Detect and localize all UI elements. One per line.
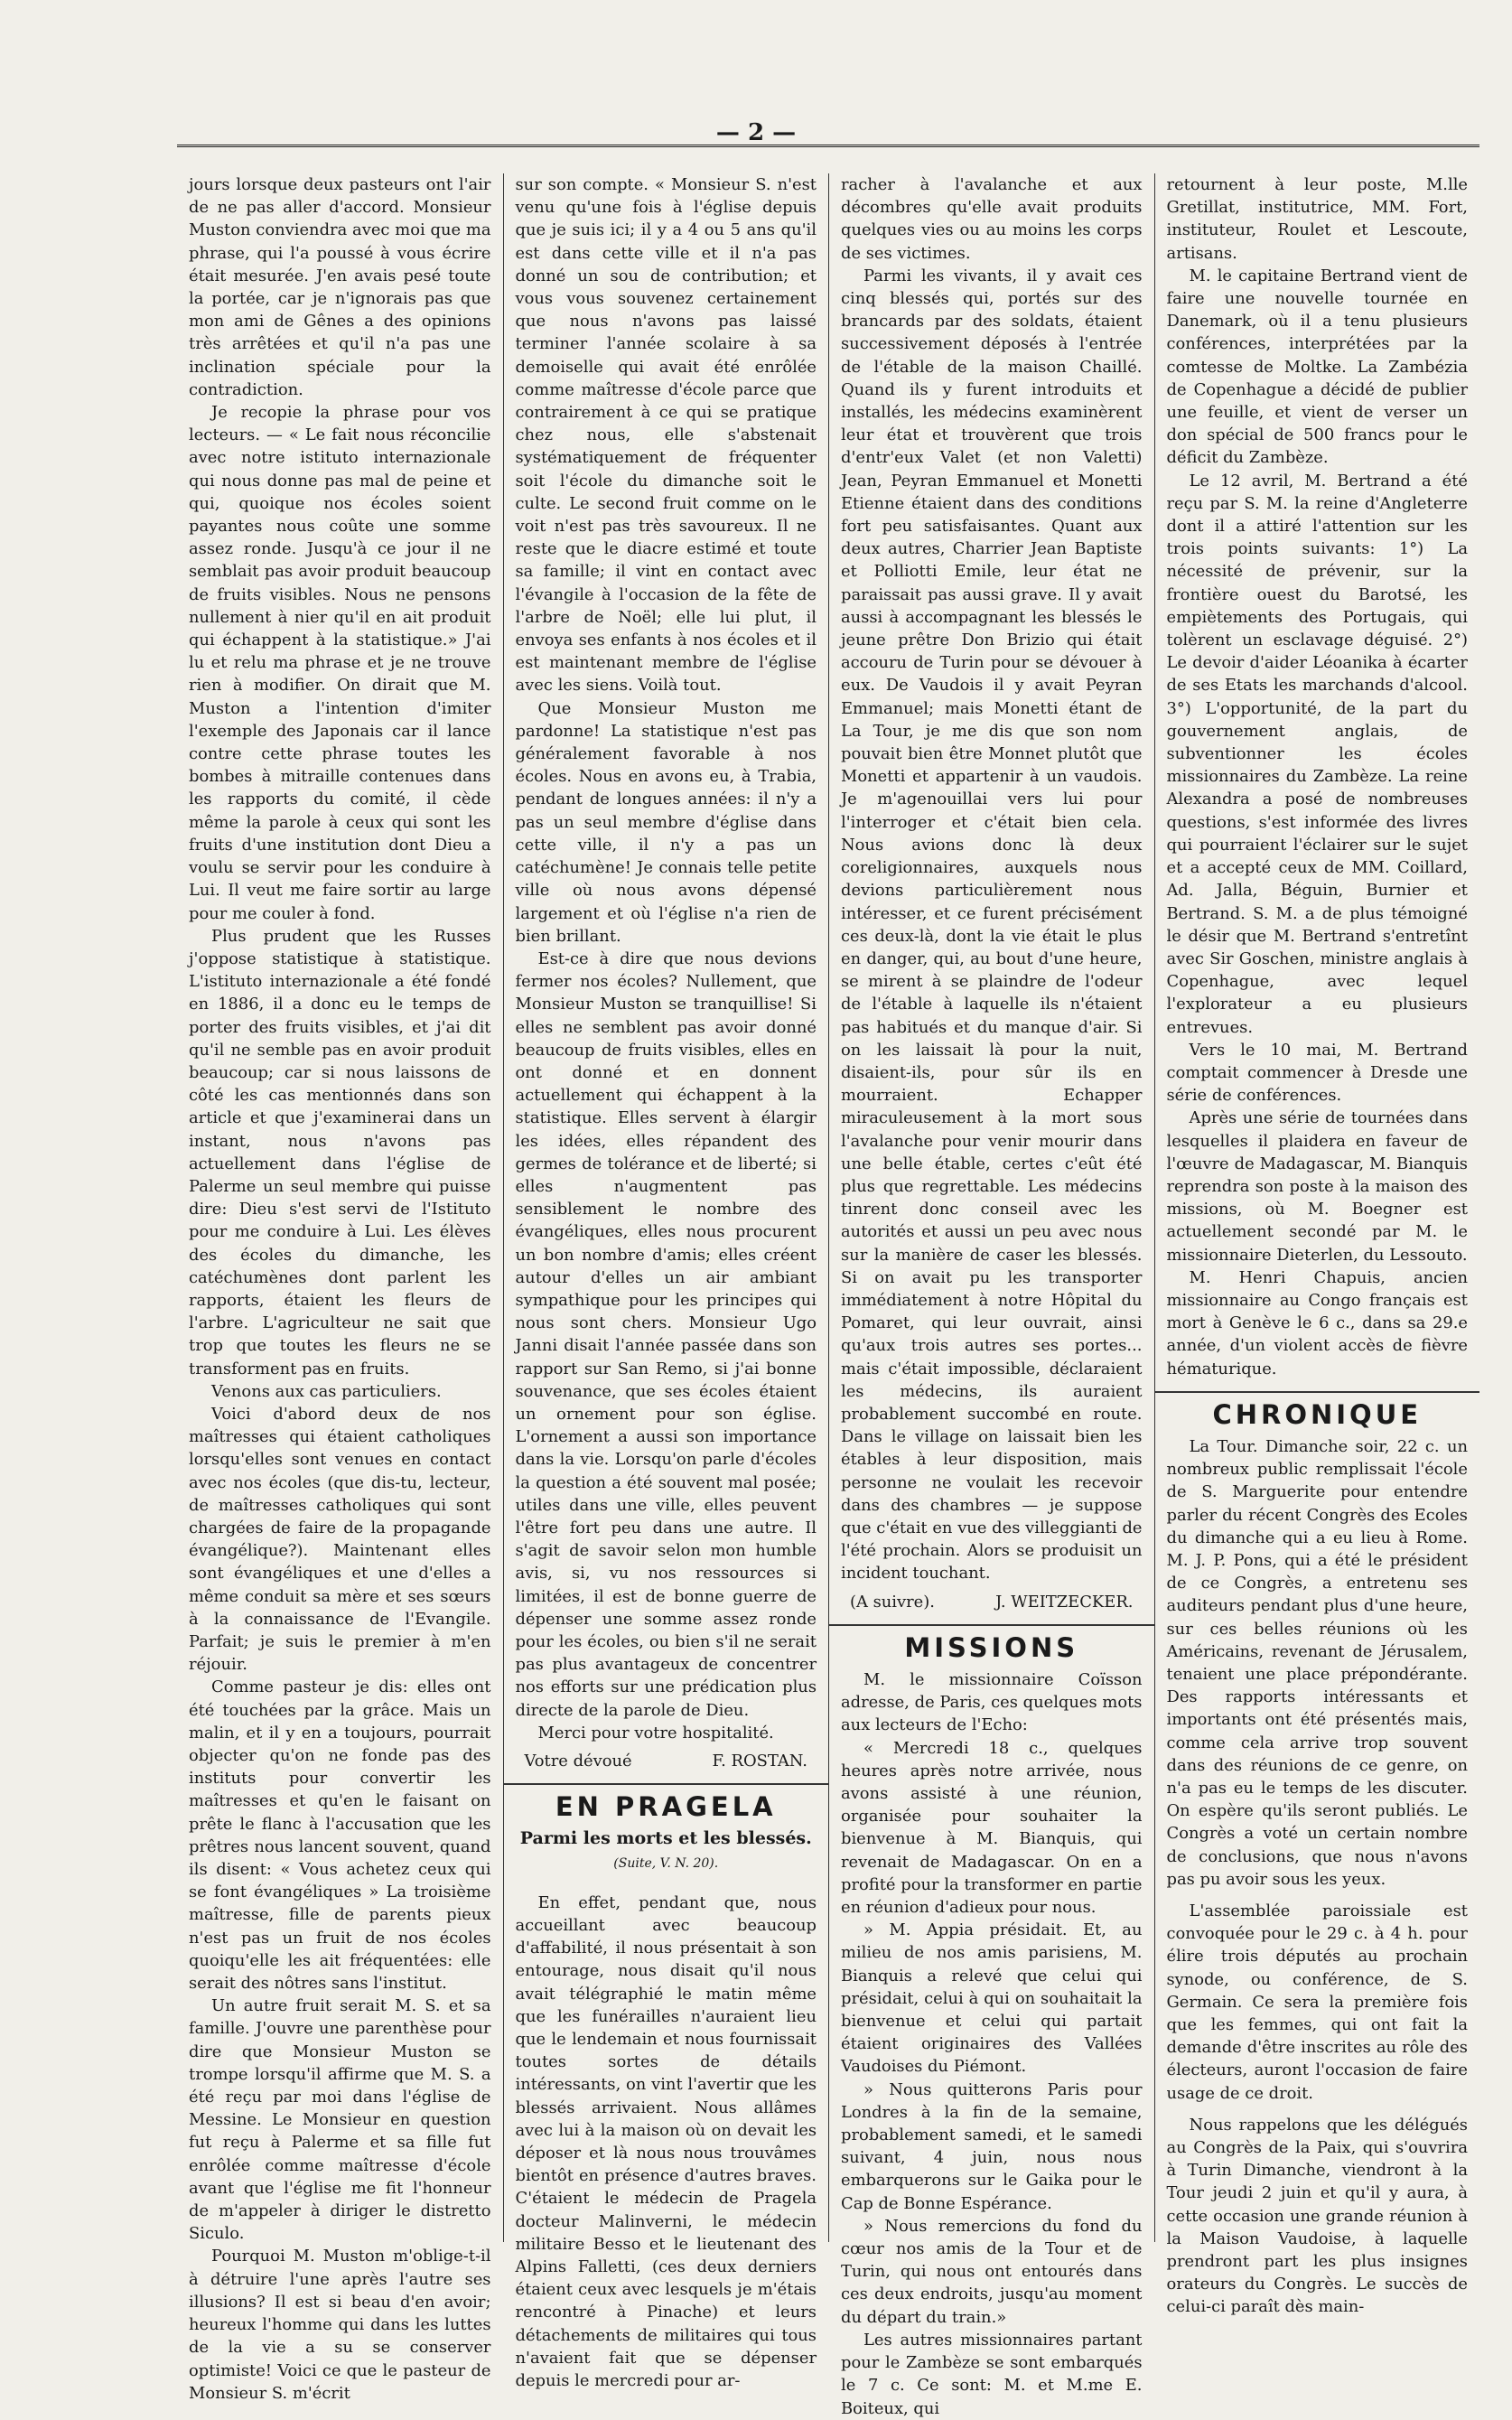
header-rule — [177, 145, 1479, 147]
paragraph: Parmi les vivants, il y avait ces cinq blessés qui, portés sur des brancards par des soldats, étaient successivement déposés à l'entrée de l'étable de la maison Chaillé. Quand ils y furent introduits et installés, les médecins examinèrent leur état et trouvèrent que trois d'entr'eux Valet (et non Valetti) Jean, Peyran Emmanuel et Monetti Etienne étaient dans des conditions fort peu satisfaisantes. Quant aux deux autres, Charrier Jean Baptiste et Polliotti Emile, leur état ne paraissait pas aussi grave. Il y avait aussi à accompagnant les blessés le jeune prêtre Don Brizio qui était accouru de Turin pour se dévouer à eux. De Vaudois il y avait Peyran Emmanuel; mais Monetti étant de La Tour, je me dis que son nom pouvait bien être Monnet plutôt que Monetti et appartenir à un vaudois. Je m'agenouillai vers lui pour l'interroger et c'était bien cela. Nous avions donc là deux coreligionnaires, auxquels nous devions particulièrement nous intéresser, et ce furent précisément ces deux-là, dont la vie était le plus en danger, qui, au bout d'une heure, se mirent à se plaindre de l'odeur de l'étable à laquelle ils n'étaient pas habitués et du manque d'air. Si on les laissait là pour la nuit, disaient-ils, pour sûr ils en mourraient. Echapper miraculeusement à la mort sous l'avalanche pour venir mourir dans une belle étable, certes c'eût été plus que regrettable. Les médecins tinrent donc conseil avec les autorités et aussi un peu avec nous sur la manière de caser les blessés. Si on avait pu les transporter immédiatement à notre Hôpital du Pomaret, qui leur ouvrait, ainsi qu'aux trois autres ses portes... mais c'était impossible, déclaraient les médecins, ils auraient probablement succombé en route. Dans le village on laissait bien les étables à leur disposition, mais personne ne voulait les recevoir dans des chambres — je suppose que c'était en vue des villeggianti de l'été prochain. Alors se produisit un incident touchant. — [841, 266, 1143, 1584]
signature-author: F. ROSTAN. — [712, 1752, 807, 1771]
signature-rostan — [516, 1750, 817, 1772]
section-title-pragela: EN PRAGELA — [555, 1791, 777, 1823]
paragraph: » Nous remercions du fond du cœur nos amis de la Tour et de Turin, qui nous ont entourés dans ces deux endroits, jusqu'au moment du départ du train.» — [841, 2216, 1143, 2327]
page-number: — 2 — — [715, 119, 797, 146]
paragraph: Venons aux cas particuliers. — [211, 1381, 442, 1401]
paragraph: Voici d'abord deux de nos maîtresses qui étaient catholiques lorsqu'elles sont venues en contact avec nos écoles (que dis-tu, lecteur, de maîtresses catholiques qui sont chargées de faire de la propagande évangélique?). Maintenant elles sont évangéliques et une d'elles a même conduit sa mère et ses sœurs à la connaissance de l'Evangile. Parfait; je suis le premier à m'en réjouir. — [189, 1404, 491, 1675]
paragraph: » Nous quitterons Paris pour Londres à la fin de la semaine, probablement samedi, et le samedi suivant, 4 juin, nous nous embarquerons sur le Gaika pour le Cap de Bonne Espérance. — [841, 2079, 1143, 2213]
paragraph: racher à l'avalanche et aux décombres qu'elle avait produits quelques vies ou au moins les corps de ses victimes. — [841, 175, 1143, 263]
paragraph: M. Henri Chapuis, ancien missionnaire au Congo français est mort à Genève le 6 c., dans sa 29.e année, d'un violent accès de fièvre hématurique. — [1166, 1267, 1468, 1378]
paragraph: Un autre fruit serait M. S. et sa famille. J'ouvre une parenthèse pour dire que Monsieur Muston se trompe lorsqu'il affirme que M. S. a été reçu par moi dans l'église de Messine. Le Monsieur en question fut reçu à Palerme et sa fille fut enrôlée comme maîtresse d'école avant que l'église me fit l'honneur de m'appeler à diriger le distretto Siculo. — [189, 1996, 491, 2244]
section-divider — [1155, 1391, 1480, 1393]
paragraph: La Tour. Dimanche soir, 22 c. un nombreux public remplissait l'école de S. Marguerite pour entendre parler du récent Congrès des Ecoles du dimanche qui a eu lieu à Rome. M. J. P. Pons, qui a été le président de ce Congrès, a entretenu ses auditeurs pendant plus d'une heure, sur ces belles réunions où les Américains, revenant de Jérusalem, tenaient une place prépondérante. Des rapports intéressants et importants ont été présentés mais, comme cela arrive trop souvent dans des réunions de ce genre, on n'a pas eu le temps de les discuter. On espère qu'ils seront publiés. Le Congrès a voté un certain nombre de conclusions, que nous n'avons pas pu avoir sous les yeux. — [1166, 1436, 1468, 1889]
paragraph: Que Monsieur Muston me pardonne! La statistique n'est pas généralement favorable à nos écoles. Nous en avons eu, à Trabia, pendant de longues années: il n'y a pas un seul membre d'église dans cette ville, il n'y a pas un catéchumène! Je connais telle petite ville où nous avons dépensé largement et où l'église n'a rien de bien brillant. — [515, 698, 817, 946]
column-4 — [1154, 173, 1480, 2317]
section-title-missions: MISSIONS — [904, 1631, 1079, 1663]
paragraph: En effet, pendant que, nous accueillant avec beaucoup d'affabilité, il nous présentait à son entourage, nous disait qu'il nous avait télégraphié le matin même que les funérailles n'auraient lieu que le lendemain et nous fournissait toutes sortes de détails intéressants, on vint l'avertir que les blessés arrivaient. Nous allâmes avec lui à la maison où on devait les déposer et là nous nous trouvâmes bientôt en présence d'autres braves. C'étaient le médecin de Pragela docteur Malinverni, le médecin militaire Besso et le lieutenant des Alpins Falletti, (ces deux derniers étaient ceux avec lesquels je m'étais rencontré à Pinache) et leurs détachements de militaires qui tous n'avaient fait que se dépenser depuis le mercredi pour ar- — [515, 1892, 817, 2391]
continuation-note: (A suivre). — [850, 1592, 935, 1612]
paragraph: Les autres missionnaires partant pour le Zambèze se sont embarqués le 7 c. Ce sont: M. et M.me E. Boiteux, qui — [841, 2330, 1143, 2418]
paragraph: M. le missionnaire Coïsson adresse, de Paris, ces quelques mots aux lecteurs de l'Echo: — [841, 1670, 1143, 1735]
paragraph: Le 12 avril, M. Bertrand a été reçu par S. M. la reine d'Angleterre dont il a attiré l'attention sur les trois points suivants: 1°) La nécessité de prévenir, sur la frontière ouest du Barotsé, les empiètements des Portugais, qui tolèrent un esclavage déguisé. 2°) Le devoir d'aider Léoanika à écarter de ses Etats les marchands d'alcool. 3°) L'opportunité, de la part du gouvernement anglais, de subventionner les écoles missionnaires du Zambèze. La reine Alexandra a posé de nombreuses questions, s'est informée des livres qui pourraient l'éclairer sur le sujet et a accepté ceux de MM. Coillard, Ad. Jalla, Béguin, Burnier et Bertrand. S. M. a de plus témoigné le désir que M. Bertrand s'entretînt avec Sir Goschen, ministre anglais à Copenhague, avec lequel l'explorateur a eu plusieurs entrevues. — [1166, 471, 1468, 1037]
paragraph: retournent à leur poste, M.lle Gretillat, institutrice, MM. Fort, instituteur, Roulet et Lescoute, artisans. — [1166, 175, 1468, 263]
paragraph: M. le capitaine Bertrand vient de faire une nouvelle tournée en Danemark, où il a tenu plusieurs conférences, interprétées par la comtesse de Moltke. La Zambézia de Copenhague a décidé de publier une feuille, et vient de verser un don spécial de 500 francs pour le déficit du Zambèze. — [1166, 266, 1468, 468]
paragraph: Comme pasteur je dis: elles ont été touchées par la grâce. Mais un malin, et il y en a toujours, pourrait objecter qu'on ne fonde pas des instituts pour convertir les maîtresses et qu'en le faisant on prête le flanc à l'accusation que les prêtres nous lancent souvent, quand ils disent: « Vous achetez ceux qui se font évangéliques » La troisième maîtresse, fille de parents pieux n'est pas un fruit de nos écoles quoiqu'elle les ait fréquentées: elle serait des nôtres sans l'institut. — [189, 1677, 491, 1994]
section-divider — [504, 1783, 829, 1785]
paragraph: sur son compte. « Monsieur S. n'est venu qu'une fois à l'église depuis que je suis ici; il y a 4 ou 5 ans qu'il est dans cette ville et il n'a pas donné un sou de contribution; et vous vous souvenez certainement que nous n'avons pas laissé terminer l'année scolaire à sa demoiselle qui avait été enrôlée comme maîtresse d'école parce que contrairement à ce qui se pratique chez nous, elle s'abstenait systématiquement de fréquenter soit l'école du dimanche soit le culte. Le second fruit comme on le voit n'est pas très savoureux. Il ne reste que le diacre estimé et toute sa famille; il vint en contact avec l'évangile à l'occasion de la fête de l'arbre de Noël; elle lui plut, il envoya ses enfants à nos écoles et il est maintenant membre de l'église avec les siens. Voilà tout. — [515, 175, 817, 696]
paragraph: jours lorsque deux pasteurs ont l'air de ne pas aller d'accord. Monsieur Muston conviendra avec moi que ma phrase, qui l'a poussé à vous écrire était mesurée. J'en avais pesé toute la portée, car je n'ignorais pas que mon ami de Gênes a des opinions très arrêtées et qu'il n'a pas une inclination spéciale pour la contradiction. — [189, 175, 491, 399]
paragraph: Merci pour votre hospitalité. — [537, 1723, 774, 1743]
column-3 — [828, 173, 1154, 2418]
paragraph: Plus prudent que les Russes j'oppose statistique à statistique. L'istituto internazionale a été fondé en 1886, il a donc eu le temps de porter des fruits visibles, et j'ai dit qu'il ne semble pas en avoir produit beaucoup; car si nous laissons de côté les cas mentionnés dans son article et que j'examinerai dans un instant, nous n'avons pas actuellement dans l'église de Palerme un seul membre qui puisse dire: Dieu s'est servi de l'Istituto pour me conduire à Lui. Les élèves des écoles du dimanche, les catéchumènes dont parlent les rapports, étaient les fleurs de l'arbre. L'agriculteur ne sait que trop que toutes les fleurs ne se transforment pas en fruits. — [189, 926, 491, 1378]
newspaper-columns — [177, 173, 1479, 2418]
signature-salutation: Votre dévoué — [524, 1752, 632, 1771]
signature-weitzecker — [841, 1591, 1143, 1613]
column-2 — [503, 173, 829, 2391]
article-subtitle: Parmi les morts et les blessés. — [519, 1828, 812, 1849]
section-divider — [829, 1624, 1154, 1626]
paragraph: Est-ce à dire que nous devions fermer nos écoles? Nullement, que Monsieur Muston se tranquillise! Si elles ne semblent pas avoir donné beaucoup de fruits visibles, elles en ont donné et en donnent actuellement qui échappent à la statistique. Elles servent à élargir les idées, elles répandent des germes de tolérance et de liberté; si elles n'augmentent pas sensiblement le nombre des évangéliques, elles nous procurent un bon nombre d'amis; elles créent autour d'elles un air ambiant sympathique pour les principes qui nous sont chers. Monsieur Ugo Janni disait l'année passée dans son rapport sur San Remo, si j'ai bonne souvenance, que ses écoles étaient un ornement pour son église. L'ornement a aussi son importance dans la vie. Lorsqu'on parle d'écoles la question a été souvent mal posée; utiles dans une ville, elles peuvent l'être fort peu dans une autre. Il s'agit de savoir selon mon humble avis, si, vu nos ressources si limitées, il est de bonne guerre de dépenser une somme assez ronde pour les écoles, ou bien s'il ne serait pas plus avantageux de concentrer nos efforts sur une prédication plus directe de la parole de Dieu. — [515, 948, 817, 1720]
paragraph: Je recopie la phrase pour vos lecteurs. — « Le fait nous réconcilie avec notre istituto internazionale qui nous donne pas mal de peine et qui, quoique nos écoles soient payantes nous coûte une somme assez ronde. Jusqu'à ce jour il ne semblait pas avoir produit beaucoup de fruits visibles. Nous ne pensons nullement à nier qu'il en ait produit qui échappent à la statistique.» J'ai lu et relu ma phrase et je ne trouve rien à modifier. On dirait que M. Muston a l'intention d'imiter l'exemple des Japonais car il lance contre cette phrase toutes les bombes à mitraille contenues dans les rapports du comité, il cède même la parole à ceux qui sont les fruits d'une institution dont Dieu a voulu se servir pour les conduire à Lui. Il veut me faire sortir au large pour me couler à fond. — [189, 403, 491, 923]
paragraph: Nous rappelons que les délégués au Congrès de la Paix, qui s'ouvrira à Turin Dimanche, viendront à la Tour jeudi 2 juin et qu'il y aura, à cette occasion une grande réunion à la Maison Vaudoise, à laquelle prendront part les plus insignes orateurs du Congrès. Le succès de celui-ci paraît dès main- — [1166, 2115, 1468, 2317]
paragraph: L'assemblée paroissiale est convoquée pour le 29 c. à 4 h. pour élire trois députés au prochain synode, ou conférence, de S. Germain. Ce sera la première fois que les femmes, qui ont fait la demande d'être inscrites au rôle des électeurs, auront l'occasion de faire usage de ce droit. — [1166, 1901, 1468, 2103]
section-title-chronique: CHRONIQUE — [1212, 1398, 1423, 1430]
paragraph: » M. Appia présidait. Et, au milieu de nos amis parisiens, M. Bianquis a relevé que celui qui présidait, celui à qui on souhaitait la bienvenue et celui qui partait étaient originaires des Vallées Vaudoises du Piémont. — [841, 1920, 1143, 2077]
paragraph: Vers le 10 mai, M. Bertrand comptait commencer à Dresde une série de conférences. — [1166, 1040, 1468, 1106]
article-reference: (Suite, V. N. 20). — [613, 1855, 719, 1871]
signature-author: J. WEITZECKER. — [995, 1592, 1134, 1612]
paragraph: Pourquoi M. Muston m'oblige-t-il à détruire l'une après l'autre ses illusions? Il est si beau d'en avoir; heureux l'homme qui dans les luttes de la vie a su se conserver optimiste! Voici ce que le pasteur de Monsieur S. m'écrit — [189, 2247, 491, 2403]
column-1 — [177, 173, 503, 2403]
paragraph: Après une série de tournées dans lesquelles il plaidera en faveur de l'œuvre de Madagascar, M. Bianquis reprendra son poste à la maison des missions, où M. Boegner est actuellement secondé par M. le missionnaire Dieterlen, du Lessouto. — [1166, 1108, 1468, 1265]
paragraph: « Mercredi 18 c., quelques heures après notre arrivée, nous avons assisté à une réunion, organisée pour souhaiter la bienvenue à M. Bianquis, qui revenait de Madagascar. On en a profité pour la transformer en partie en réunion d'adieux pour nous. — [841, 1738, 1143, 1918]
